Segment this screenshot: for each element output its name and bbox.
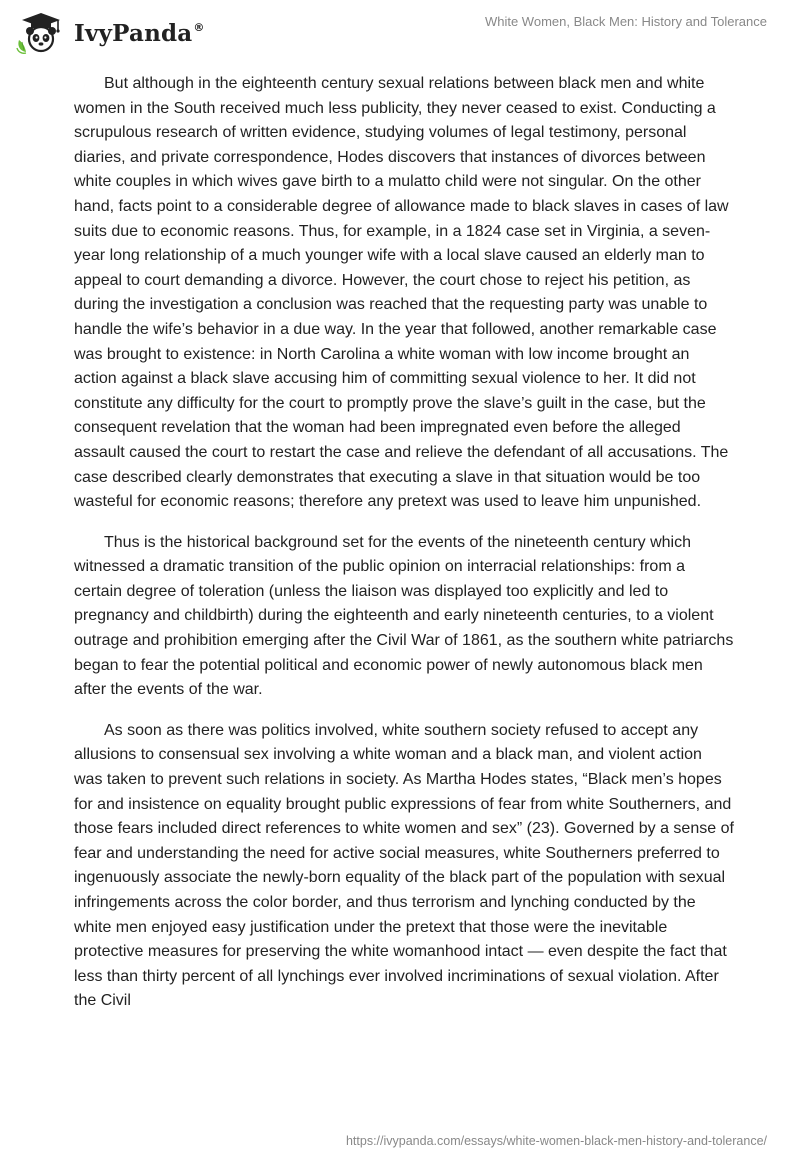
paragraph: But although in the eighteenth century sexual relations between black men and white women in the South received much less publicity, they never ceased to exist. Conducting a scrupulous research of written evidence, studying volumes of legal testimony, personal diaries, and private correspondence, Hodes discovers that instances of divorces between white couples in which wives gave birth to a mulatto child were not singular. On the other hand, facts point to a considerable degree of allowance made to black slaves in cases of law suits due to economic reasons. Thus, for example, in a 1824 case set in Virginia, a seven-year long relationship of a much younger wife with a local slave caused an elderly man to appeal to court demanding a divorce. However, the court chose to reject his petition, as during the investigation a conclusion was reached that the requesting party was unable to handle the wife’s behavior in a due way. In the year that followed, another remarkable case was brought to existence: in North Carolina a white woman with low income brought an action against a black slave accusing him of committing sexual violence to her. It did not constitute any difficulty for the court to promptly prove the slave’s guilt in the case, but the consequent revelation that the woman had been impregnated even before the alleged assault caused the court to restart the case and relieve the defendant of all accusations. The case described clearly demonstrates that executing a slave in that situation would be too wasteful for economic reasons; therefore any pretext was used to leave him unpunished. [74, 75, 729, 511]
ivypanda-logo[interactable] [14, 10, 205, 54]
essay-body [74, 72, 734, 1030]
logo-wordmark [74, 20, 205, 47]
registered-mark: ® [193, 20, 205, 34]
logo-text: IvyPanda [74, 19, 193, 47]
paragraph: As soon as there was politics involved, white southern society refused to accept any allusions to consensual sex involving a white woman and a black man, and violent action was taken to prevent such relations in society. As Martha Hodes states, “Black men’s hopes for and insistence on equality brought public expressions of fear from white Southerners, and those fears included direct references to white women and sex” (23). Governed by a sense of fear and understanding the need for active social measures, white Southerners preferred to ingenuously associate the newly-born equality of the black part of the population with sexual infringements across the color border, and thus terrorism and lynching conducted by the white men enjoyed easy justification under the pretext that those were the inevitable protective measures for preserving the white womanhood intact — even despite the fact that less than thirty percent of all lynchings ever involved incriminations of sexual violation. After the Civil [74, 721, 734, 1010]
page-header [0, 0, 800, 60]
document-title: White Women, Black Men: History and Tolerance [484, 14, 767, 29]
source-url[interactable]: https://ivypanda.com/essays/white-women-black-men-history-and-tolerance/ [345, 1134, 767, 1148]
paragraph: Thus is the historical background set for the events of the nineteenth century which witnessed a dramatic transition of the public opinion on interracial relationships: from a certain degree of toleration (unless the liaison was displayed too explicitly and led to pregnancy and childbirth) during the eighteenth and early nineteenth centuries, to a violent outrage and prohibition emerging after the Civil War of 1861, as the southern white patriarchs began to fear the potential political and economic power of newly autonomous black men after the events of the war. [74, 533, 734, 699]
panda-graduate-icon [14, 10, 66, 54]
